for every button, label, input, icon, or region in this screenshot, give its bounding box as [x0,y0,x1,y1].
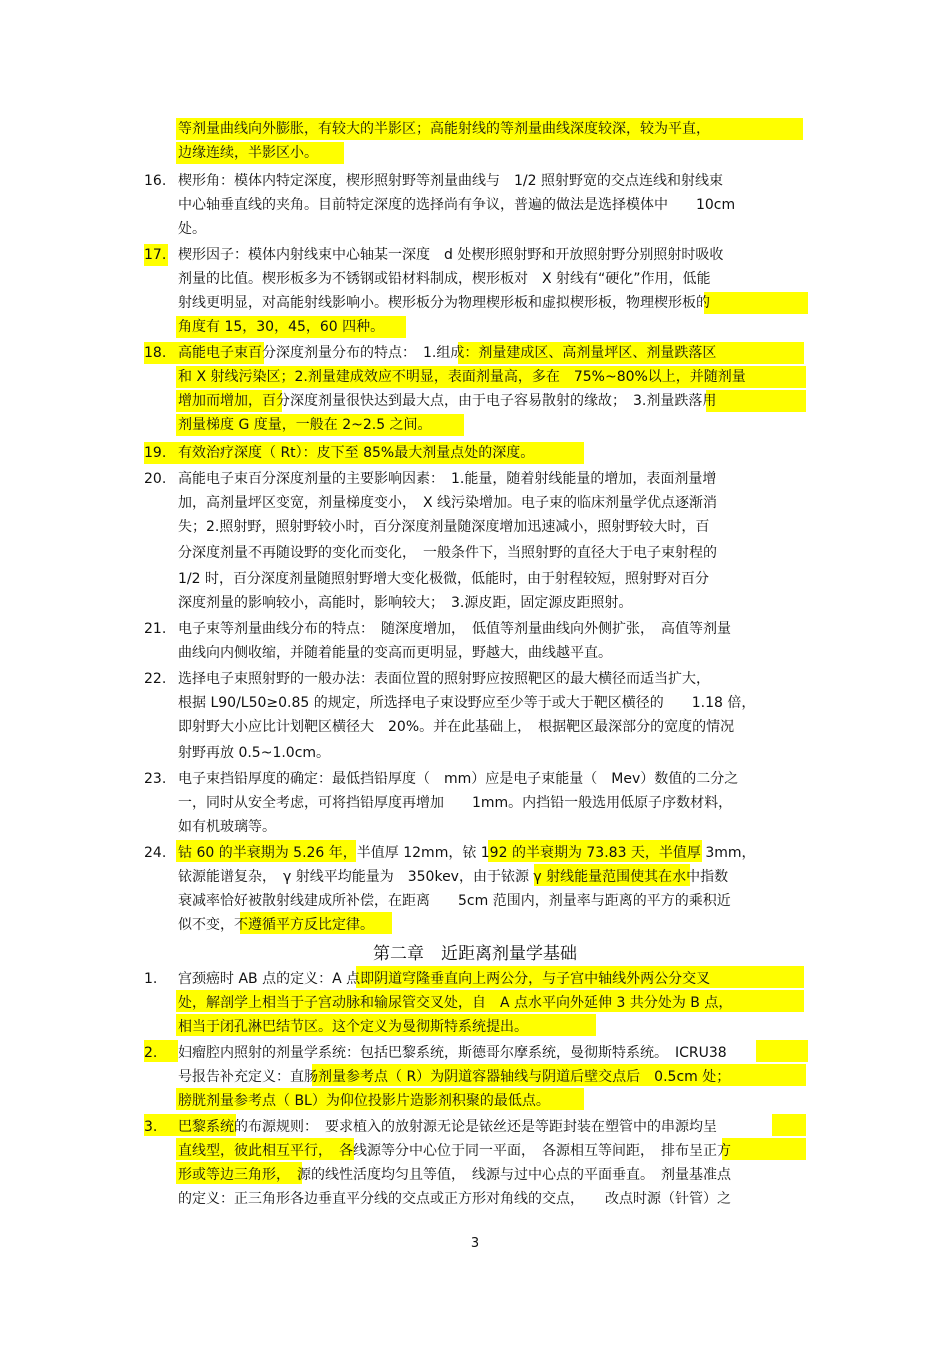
text-line: 即射野大小应比计划靶区横径大 20%。并在此基础上， 根据靶区最深部分的宽度的情况 [178,719,735,735]
text-line: 处。 [178,221,206,237]
text-line: 剂量梯度 G 度量，一般在 2~2.5 之间。 [178,417,432,433]
text-line: 等剂量曲线向外膨胀，有较大的半影区；高能射线的等剂量曲线深度较深，较为平直， [178,121,710,137]
text-line: 射线更明显，对高能射线影响小。楔形板分为物理楔形板和虚拟楔形板，物理楔形板的 [178,295,710,311]
text-line: 一，同时从安全考虑，可将挡铅厚度再增加 1mm。内挡铅一般选用低原子序数材料， [178,795,733,811]
text-line: 楔形角：模体内特定深度，楔形照射野等剂量曲线与 1/2 照射野宽的交点连线和射线束 [178,173,723,189]
text-line: 直线型，彼此相互平行， 各线源等分中心位于同一平面， 各源相互等间距， 排布呈正方 [178,1143,731,1159]
text-line: 失；2.照射野，照射野较小时，百分深度剂量随深度增加迅速减小，照射野较大时，百 [178,519,710,535]
item-number: 16. [144,173,167,189]
text-line: 边缘连续，半影区小。 [178,145,318,161]
item-number: 18. [144,345,167,361]
text-line: 加，高剂量坪区变宽，剂量梯度变小， X 线污染增加。电子束的临床剂量学优点逐渐消 [178,495,718,511]
text-line: 妇瘤腔内照射的剂量学系统：包括巴黎系统，斯德哥尔摩系统，曼彻斯特系统。 ICRU38 [178,1045,727,1061]
text-line: 增加而增加，百分深度剂量很快达到最大点，由于电子容易散射的缘故； 3.剂量跌落用 [178,393,717,409]
text-line: 选择电子束照射野的一般办法：表面位置的照射野应按照靶区的最大横径而适当扩大， [178,671,710,687]
text-line: 衰减率恰好被散射线建成所补偿，在距离 5cm 范围内，剂量率与距离的平方的乘积近 [178,893,731,909]
text-line: 分深度剂量不再随设野的变化而变化， 一般条件下，当照射野的直径大于电子束射程的 [178,545,717,561]
item-number: 19. [144,445,167,461]
text-line: 电子束挡铅厚度的确定：最低挡铅厚度（ mm）应是电子束能量（ Mev）数值的二分之 [178,771,739,787]
item-number: 23. [144,771,167,787]
text-line: 深度剂量的影响较小，高能时，影响较大； 3.源皮距，固定源皮距照射。 [178,595,633,611]
text-line: 铱源能谱复杂， γ 射线平均能量为 350kev，由于铱源 γ 射线能量范围使其在水中指数 [178,869,729,885]
item-number: 2. [144,1045,158,1061]
text-line: 楔形因子：模体内射线束中心轴某一深度 d 处楔形照射野和开放照射野分别照射时吸收 [178,247,724,263]
text-line: 宫颈癌时 AB 点的定义：A 点即阴道穹隆垂直向上两公分，与子宫中轴线外两公分交叉 [178,971,711,987]
text-line: 中心轴垂直线的夹角。目前特定深度的选择尚有争议，普遍的做法是选择模体中 10cm [178,197,736,213]
text-line: 巴黎系统的布源规则： 要求植入的放射源无论是铱丝还是等距封装在塑管中的串源均呈 [178,1119,717,1135]
item-number: 20. [144,471,167,487]
text-line: 和 X 射线污染区；2.剂量建成效应不明显，表面剂量高，多在 75%~80%以上，并随剂量 [178,369,746,385]
text-line: 的定义：正三角形各边垂直平分线的交点或正方形对角线的交点， 改点时源（针管）之 [178,1191,731,1207]
chapter-title: 第二章 近距离剂量学基础 [373,944,577,964]
text-line: 1/2 时，百分深度剂量随照射野增大变化极微，低能时，由于射程较短，照射野对百分 [178,571,709,587]
text-line: 角度有 15，30，45，60 四种。 [178,319,385,335]
item-number: 21. [144,621,167,637]
page-number: 3 [470,1236,480,1251]
item-number: 1. [144,971,158,987]
item-number: 24. [144,845,167,861]
text-line: 曲线向内侧收缩，并随着能量的变高而更明显，野越大，曲线越平直。 [178,645,612,661]
text-line: 电子束等剂量曲线分布的特点： 随深度增加， 低值等剂量曲线向外侧扩张， 高值等剂量 [178,621,731,637]
text-line: 号报告补充定义：直肠剂量参考点（ R）为阴道容器轴线与阴道后壁交点后 0.5cm 处； [178,1069,731,1085]
item-number: 22. [144,671,167,687]
text-line: 高能电子束百分深度剂量的主要影响因素： 1.能量，随着射线能量的增加，表面剂量增 [178,471,717,487]
text-line: 有效治疗深度（ Rt）：皮下至 85%最大剂量点处的深度。 [178,445,535,461]
text-line: 处，解剖学上相当于子宫动脉和输尿管交叉处，自 A 点水平向外延伸 3 共分处为 B 点， [178,995,733,1011]
text-line: 高能电子束百分深度剂量分布的特点： 1.组成：剂量建成区、高剂量坪区、剂量跌落区 [178,345,717,361]
text-line: 如有机玻璃等。 [178,819,276,835]
text-line: 相当于闭孔淋巴结节区。这个定义为曼彻斯特系统提出。 [178,1019,528,1035]
text-line: 钴 60 的半衰期为 5.26 年，半值厚 12mm，铱 192 的半衰期为 73.83 天，半值厚 3mm， [178,845,756,861]
item-number: 3. [144,1119,158,1135]
text-line: 形或等边三角形， 源的线性活度均匀且等值， 线源与过中心点的平面垂直。 剂量基准点 [178,1167,731,1183]
text-line: 膀胱剂量参考点（ BL）为仰位投影片造影剂积聚的最低点。 [178,1093,550,1109]
text-line: 根据 L90/L50≥0.85 的规定，所选择电子束设野应至少等于或大于靶区横径的 1.18 倍， [178,695,756,711]
text-line: 似不变，不遵循平方反比定律。 [178,917,374,933]
text-line: 剂量的比值。楔形板多为不锈钢或铅材料制成，楔形板对 X 射线有“硬化”作用，低能 [178,271,711,287]
text-line: 射野再放 0.5~1.0cm。 [178,745,331,761]
item-number: 17. [144,247,167,263]
